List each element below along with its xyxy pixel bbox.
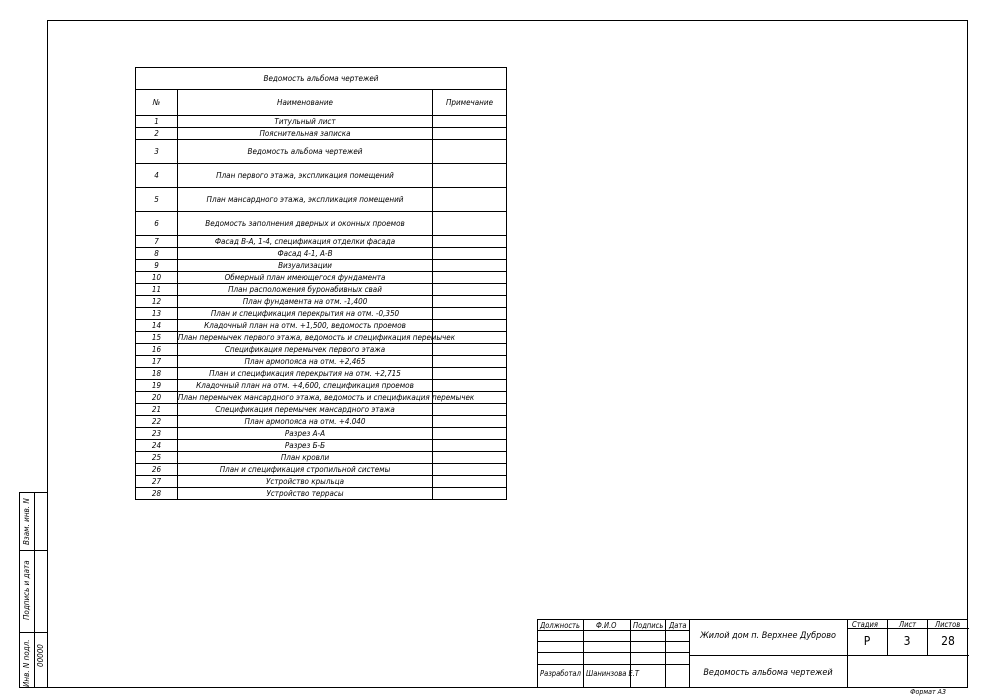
row-name: Обмерный план имеющегося фундамента (178, 272, 433, 284)
table-row (136, 272, 507, 284)
row-number: 18 (136, 368, 178, 380)
row-number: 11 (136, 284, 178, 296)
row-name: Разрез А-А (178, 428, 433, 440)
row-number: 26 (136, 464, 178, 476)
row-note (433, 380, 507, 392)
table-row (136, 368, 507, 380)
row-note (433, 260, 507, 272)
col-date-label: Дата (669, 621, 687, 630)
row-name: План первого этажа, экспликация помещений (178, 164, 433, 188)
col-sign-label: Подпись (633, 621, 664, 630)
row-name: План армопояса на отм. +2,465 (178, 356, 433, 368)
col-name-label: Ф.И.О (596, 621, 617, 630)
table-row (136, 416, 507, 428)
table-row (136, 188, 507, 212)
row-note (433, 476, 507, 488)
row-note (433, 320, 507, 332)
project-title: Жилой дом п. Верхнее Дуброво (700, 631, 836, 641)
row-name: Кладочный план на отм. +4,600, спецификация проемов (178, 380, 433, 392)
row-number: 3 (136, 140, 178, 164)
drawings-list-table (135, 67, 507, 500)
row-name: План и спецификация перекрытия на отм. +2,715 (178, 368, 433, 380)
row-note (433, 188, 507, 212)
row-name: Визуализации (178, 260, 433, 272)
table-row (136, 464, 507, 476)
row-name: Устройство крыльца (178, 476, 433, 488)
sign-date-label: Подпись и дата (22, 560, 31, 620)
table-row (136, 320, 507, 332)
row-name: Фасад 4-1, А-В (178, 248, 433, 260)
row-note (433, 404, 507, 416)
row-number: 14 (136, 320, 178, 332)
row-name: План и спецификация стропильной системы (178, 464, 433, 476)
row-number: 24 (136, 440, 178, 452)
row-number: 13 (136, 308, 178, 320)
table-title: Ведомость альбома чертежей (136, 68, 507, 90)
row-name: Устройство террасы (178, 488, 433, 500)
row-name: Фасад В-А, 1-4, спецификация отделки фасада (178, 236, 433, 248)
row-name: Ведомость альбома чертежей (178, 140, 433, 164)
row-name: Спецификация перемычек мансардного этажа (178, 404, 433, 416)
header-name: Наименование (178, 90, 433, 116)
role-developer: Разработал (540, 669, 581, 678)
row-note (433, 296, 507, 308)
row-note (433, 368, 507, 380)
inv-num-value: 00000 (36, 644, 45, 667)
row-note (433, 128, 507, 140)
row-name: План армопояса на отм. +4.040 (178, 416, 433, 428)
row-number: 22 (136, 416, 178, 428)
table-row (136, 404, 507, 416)
table-row (136, 440, 507, 452)
table-row (136, 128, 507, 140)
row-name: План перемычек мансардного этажа, ведомость и спецификация перемычек (178, 393, 475, 402)
row-number: 10 (136, 272, 178, 284)
row-note (433, 344, 507, 356)
format-label: Формат А3 (910, 688, 946, 696)
table-row (136, 164, 507, 188)
stage-value: Р (863, 634, 871, 648)
sheet-number: 3 (903, 634, 911, 648)
row-name: Спецификация перемычек первого этажа (178, 344, 433, 356)
sheets-total: 28 (941, 634, 955, 648)
table-row (136, 488, 507, 500)
replace-label: Взам. инв. N (22, 498, 31, 545)
row-name: Титульный лист (178, 116, 433, 128)
header-num: № (136, 90, 178, 116)
row-note (433, 308, 507, 320)
row-number: 27 (136, 476, 178, 488)
row-name: План и спецификация перекрытия на отм. -0,350 (178, 308, 433, 320)
col-position-label: Должность (540, 621, 580, 630)
row-number: 25 (136, 452, 178, 464)
row-name: Пояснительная записка (178, 128, 433, 140)
row-note (433, 284, 507, 296)
row-number: 6 (136, 212, 178, 236)
row-name: Разрез Б-Б (178, 440, 433, 452)
table-row (136, 476, 507, 488)
table-row (136, 308, 507, 320)
row-note (433, 272, 507, 284)
row-note (433, 440, 507, 452)
row-note (433, 212, 507, 236)
table-body (136, 116, 507, 500)
row-number: 9 (136, 260, 178, 272)
table-row (136, 248, 507, 260)
row-note (433, 452, 507, 464)
table-row (136, 380, 507, 392)
row-note (433, 236, 507, 248)
row-number: 7 (136, 236, 178, 248)
table-row (136, 344, 507, 356)
sheet-label: Лист (899, 620, 917, 629)
table-row (136, 452, 507, 464)
row-note (433, 416, 507, 428)
table-row (136, 296, 507, 308)
row-note (433, 356, 507, 368)
row-note (433, 248, 507, 260)
row-name: План кровли (178, 452, 433, 464)
stage-label: Стадия (852, 620, 878, 629)
row-note (433, 488, 507, 500)
inv-num-label: Инв. N подл. (22, 639, 31, 687)
table-row (136, 284, 507, 296)
table-row (136, 140, 507, 164)
row-note (433, 464, 507, 476)
row-number: 5 (136, 188, 178, 212)
row-number: 17 (136, 356, 178, 368)
row-number: 16 (136, 344, 178, 356)
row-name: Ведомость заполнения дверных и оконных проемов (178, 212, 433, 236)
table-row (136, 116, 507, 128)
row-name: План фундамента на отм. -1,400 (178, 296, 433, 308)
row-number: 1 (136, 116, 178, 128)
table-row (136, 212, 507, 236)
row-number: 20 (136, 392, 178, 404)
table-row (136, 428, 507, 440)
row-number: 8 (136, 248, 178, 260)
sheet-title: Ведомость альбома чертежей (703, 668, 833, 678)
row-note (433, 140, 507, 164)
row-number: 21 (136, 404, 178, 416)
title-block (537, 619, 968, 688)
table-row (136, 356, 507, 368)
row-number: 19 (136, 380, 178, 392)
row-number: 28 (136, 488, 178, 500)
row-name: План расположения буронабивных свай (178, 284, 433, 296)
row-note (433, 164, 507, 188)
table-row (136, 236, 507, 248)
row-name: План мансардного этажа, экспликация помещений (178, 188, 433, 212)
row-number: 12 (136, 296, 178, 308)
table-row (136, 332, 507, 344)
table-row (136, 260, 507, 272)
row-name: Кладочный план на отм. +1,500, ведомость проемов (178, 320, 433, 332)
row-number: 23 (136, 428, 178, 440)
sidebar-stamp (19, 492, 47, 688)
row-note (433, 116, 507, 128)
row-name: План перемычек первого этажа, ведомость и спецификация перемычек (178, 333, 456, 342)
header-note: Примечание (433, 90, 507, 116)
table-row (136, 392, 507, 404)
person-name: Шанинзова Е.Т (586, 669, 640, 678)
row-number: 15 (136, 332, 178, 344)
row-number: 4 (136, 164, 178, 188)
sheets-label: Листов (935, 620, 961, 629)
row-note (433, 428, 507, 440)
row-number: 2 (136, 128, 178, 140)
